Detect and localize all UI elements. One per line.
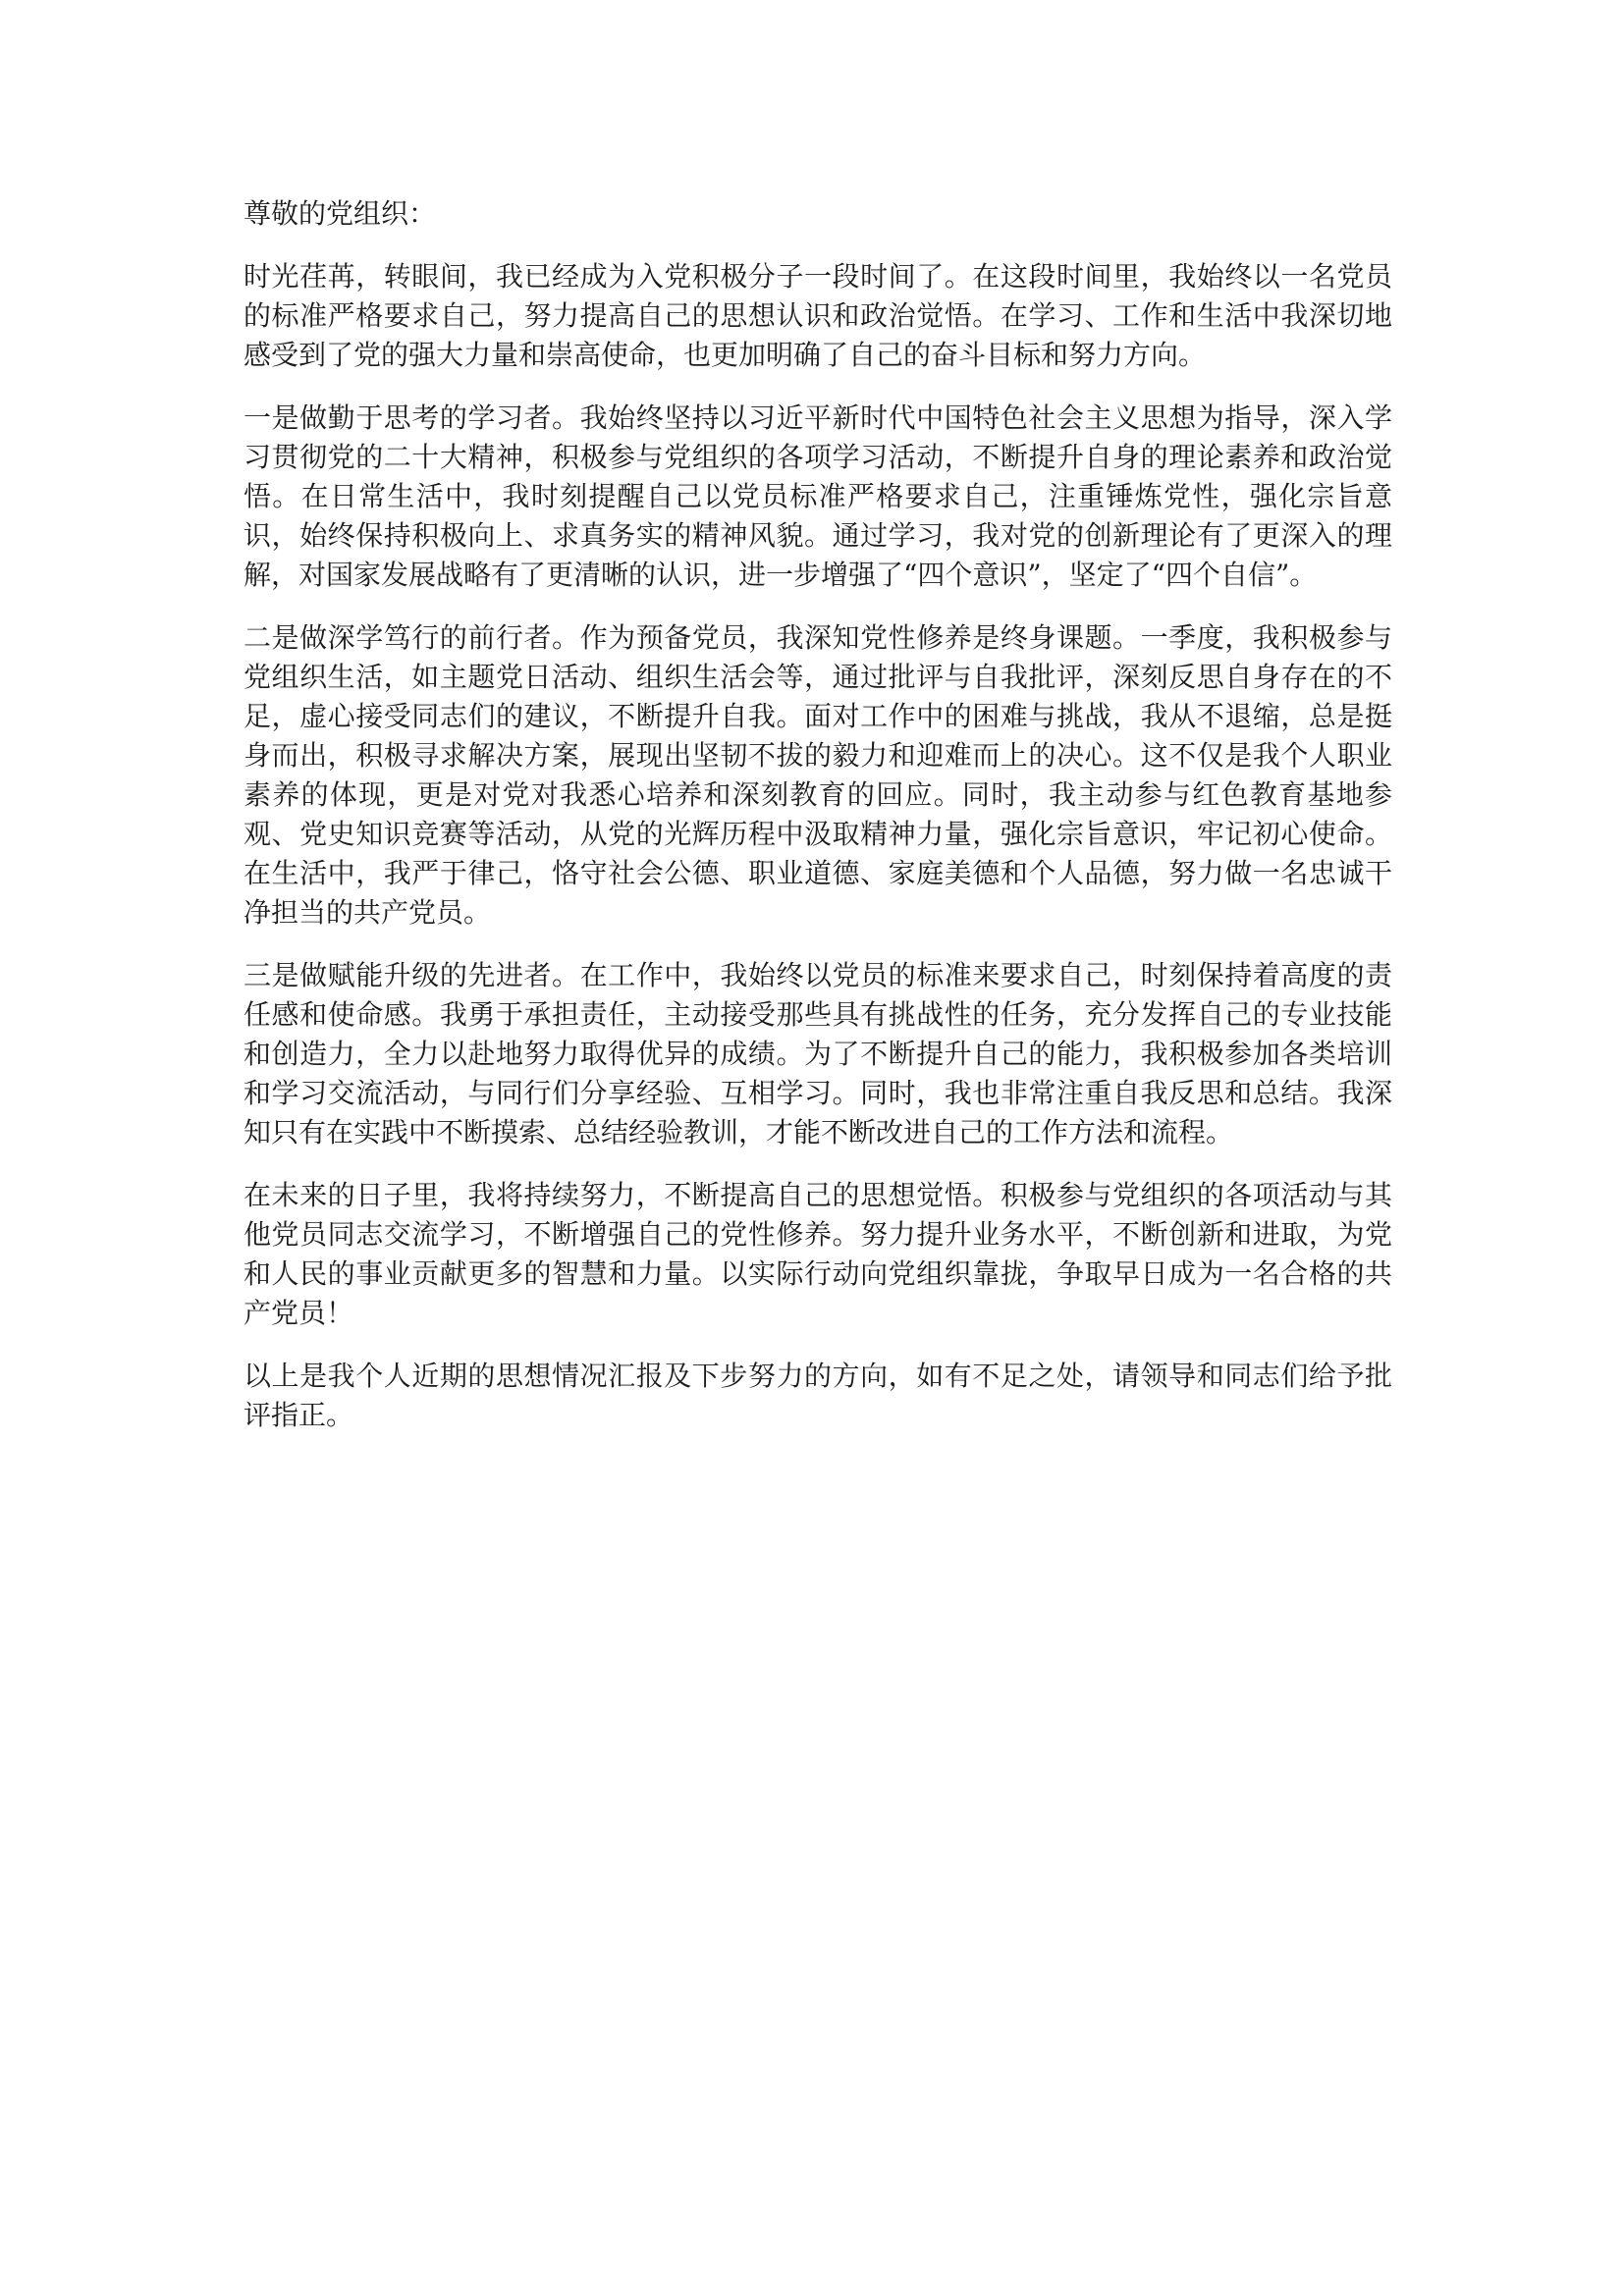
paragraph-point-two: 二是做深学笃行的前行者。作为预备党员，我深知党性修养是终身课题。一季度，我积极参与党组织生活，如主题党日活动、组织生活会等，通过批评与自我批评，深刻反思自身存在的不足，虚心接受同志们的建议，不断提升自我。面对工作中的困难与挑战，我从不退缩，总是挺身而出，积极寻求解决方案，展现出坚韧不拔的毅力和迎难而上的决心。这不仅是我个人职业素养的体现，更是对党对我悉心培养和深刻教育的回应。同时，我主动参与红色教育基地参观、党史知识竞赛等活动，从党的光辉历程中汲取精神力量，强化宗旨意识，牢记初心使命。在生活中，我严于律己，恪守社会公德、职业道德、家庭美德和个人品德，努力做一名忠诚干净担当的共产党员。 [244,621,1392,929]
salutation: 尊敬的党组织： [244,197,437,230]
paragraph-closing: 以上是我个人近期的思想情况汇报及下步努力的方向，如有不足之处，请领导和同志们给予批评指正。 [244,1360,1392,1431]
document-body [244,194,1392,1459]
paragraph-intro: 时光荏苒，转眼间，我已经成为入党积极分子一段时间了。在这段时间里，我始终以一名党员的标准严格要求自己，努力提高自己的思想认识和政治觉悟。在学习、工作和生活中我深切地感受到了党的强大力量和崇高使命，也更加明确了自己的奋斗目标和努力方向。 [244,260,1392,371]
paragraph-point-three: 三是做赋能升级的先进者。在工作中，我始终以党员的标准来要求自己，时刻保持着高度的责任感和使命感。我勇于承担责任，主动接受那些具有挑战性的任务，充分发挥自己的专业技能和创造力，全力以赴地努力取得优异的成绩。为了不断提升自己的能力，我积极参加各类培训和学习交流活动，与同行们分享经验、互相学习。同时，我也非常注重自我反思和总结。我深知只有在实践中不断摸索、总结经验教训，才能不断改进自己的工作方法和流程。 [244,959,1392,1148]
paragraph-point-one: 一是做勤于思考的学习者。我始终坚持以习近平新时代中国特色社会主义思想为指导，深入学习贯彻党的二十大精神，积极参与党组织的各项学习活动，不断提升自身的理论素养和政治觉悟。在日常生活中，我时刻提醒自己以党员标准严格要求自己，注重锤炼党性，强化宗旨意识，始终保持积极向上、求真务实的精神风貌。通过学习，我对党的创新理论有了更深入的理解，对国家发展战略有了更清晰的认识，进一步增强了“四个意识”，坚定了“四个自信”。 [244,401,1392,591]
paragraph-future: 在未来的日子里，我将持续努力，不断提高自己的思想觉悟。积极参与党组织的各项活动与其他党员同志交流学习，不断增强自己的党性修养。努力提升业务水平，不断创新和进取，为党和人民的事业贡献更多的智慧和力量。以实际行动向党组织靠拢，争取早日成为一名合格的共产党员！ [244,1179,1392,1329]
